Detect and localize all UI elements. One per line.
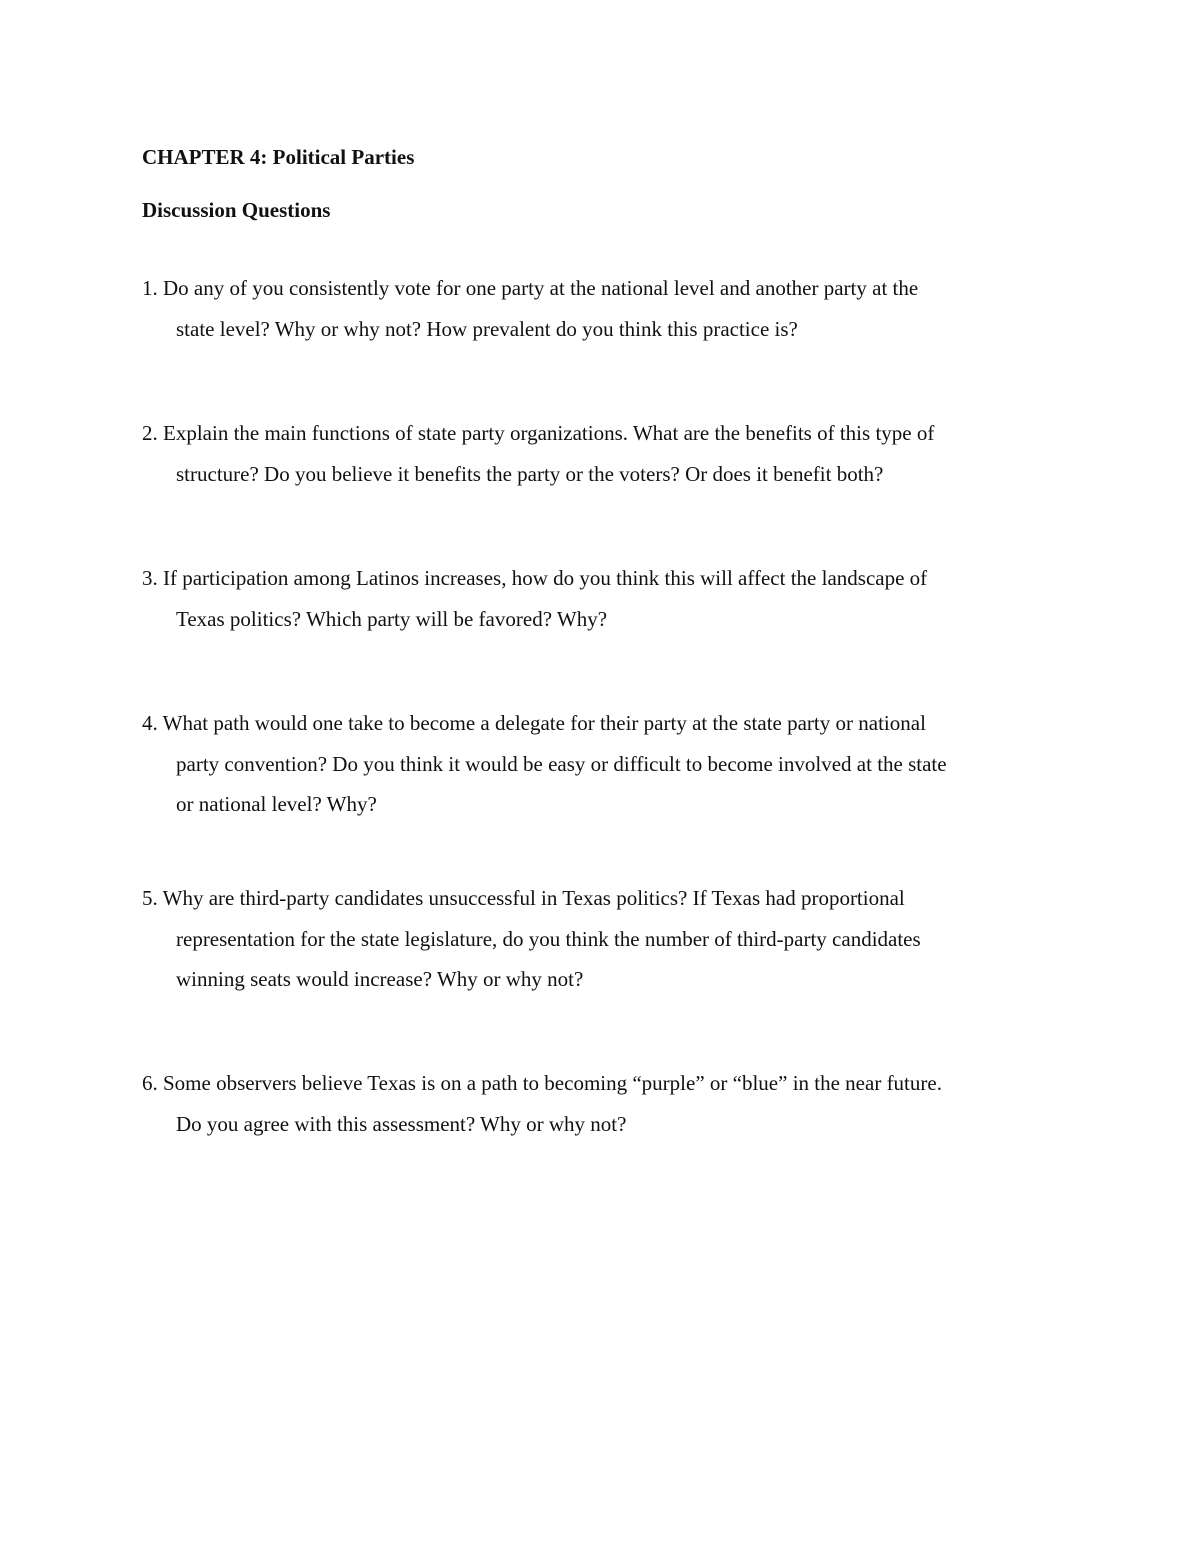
question-line: 4. What path would one take to become a delegate for their party at the state party or national: [142, 711, 926, 735]
question-line: 5. Why are third-party candidates unsuccessful in Texas politics? If Texas had proportional: [142, 886, 905, 910]
question-line: Do you agree with this assessment? Why or why not?: [176, 1111, 627, 1136]
chapter-title: CHAPTER 4: Political Parties: [142, 145, 415, 169]
question-line: 1. Do any of you consistently vote for one party at the national level and another party at the: [142, 276, 919, 300]
question-line: or national level? Why?: [176, 792, 377, 816]
question-line: party convention? Do you think it would be easy or difficult to become involved at the state: [176, 751, 947, 776]
question-line: representation for the state legislature, do you think the number of third-party candidates: [176, 926, 921, 951]
question-line: structure? Do you believe it benefits the party or the voters? Or does it benefit both?: [176, 461, 884, 486]
question-line: 3. If participation among Latinos increases, how do you think this will affect the landscape of: [142, 566, 928, 590]
question-1: [142, 268, 1062, 349]
section-title: Discussion Questions: [142, 198, 331, 222]
question-5: [142, 878, 1062, 1000]
question-2: [142, 413, 1062, 494]
question-line: 6. Some observers believe Texas is on a path to becoming “purple” or “blue” in the near future.: [142, 1071, 942, 1095]
question-4: [142, 703, 1062, 825]
question-line: winning seats would increase? Why or why not?: [176, 967, 584, 991]
question-line: Texas politics? Which party will be favored? Why?: [176, 606, 608, 631]
question-6: [142, 1063, 1062, 1144]
question-3: [142, 558, 1062, 639]
question-line: state level? Why or why not? How prevalent do you think this practice is?: [176, 316, 798, 341]
question-line: 2. Explain the main functions of state party organizations. What are the benefits of this type of: [142, 421, 935, 445]
